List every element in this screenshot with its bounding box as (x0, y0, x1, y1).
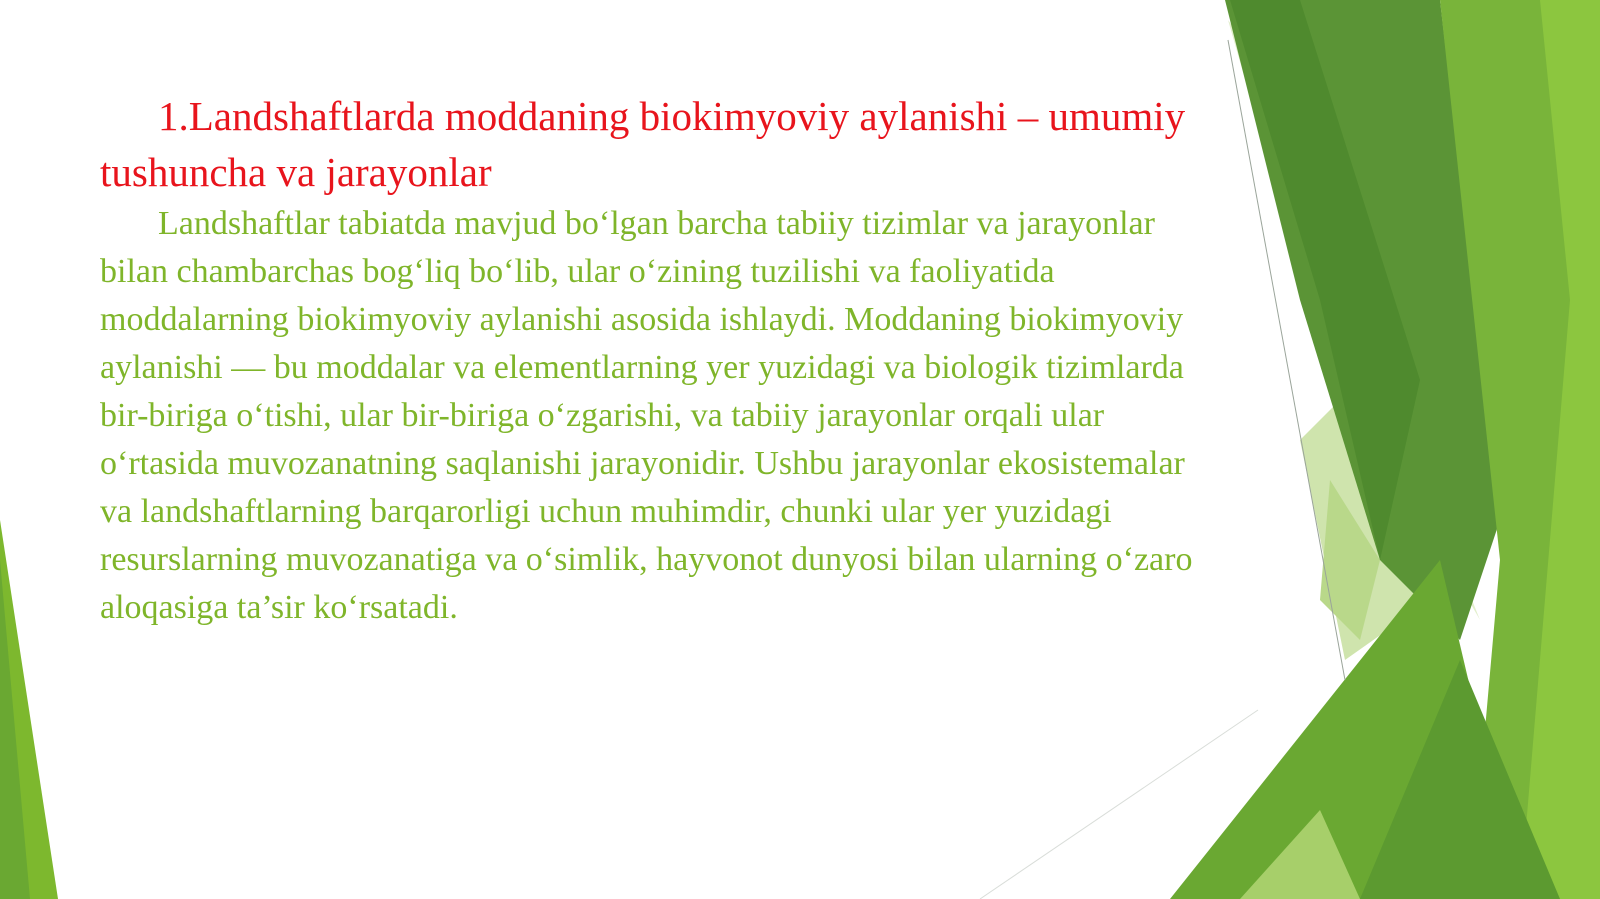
slide-heading: 1.Landshaftlarda moddaning biokimyoviy aylanishi – umumiy tushuncha va jarayonlar (100, 93, 1186, 195)
slide-body-paragraph: Landshaftlar tabiatda mavjud bo‘lgan barcha tabiiy tizimlar va jarayonlar bilan chambarchas bog‘liq bo‘lib, ular o‘zining tuzilishi va faoliyatida moddalarning biokimyoviy aylanishi asosida ishlaydi. Moddaning biokimyoviy aylanishi — bu moddalar va elementlarning yer yuzidagi va biologik tizimlarda bir-biriga o‘tishi, ular bir-biriga o‘zgarishi, va tabiiy jarayonlar orqali ular o‘rtasida muvozanatning saqlanishi jarayonidir. Ushbu jarayonlar ekosistemalar va landshaftlarning barqarorligi uchun muhimdir, chunki ular yer yuzidagi resurslarning muvozanatiga va o‘simlik, hayvonot dunyosi bilan ularning o‘zaro aloqasiga ta’sir ko‘rsatadi. (100, 205, 1193, 626)
slide-content (100, 88, 1210, 632)
